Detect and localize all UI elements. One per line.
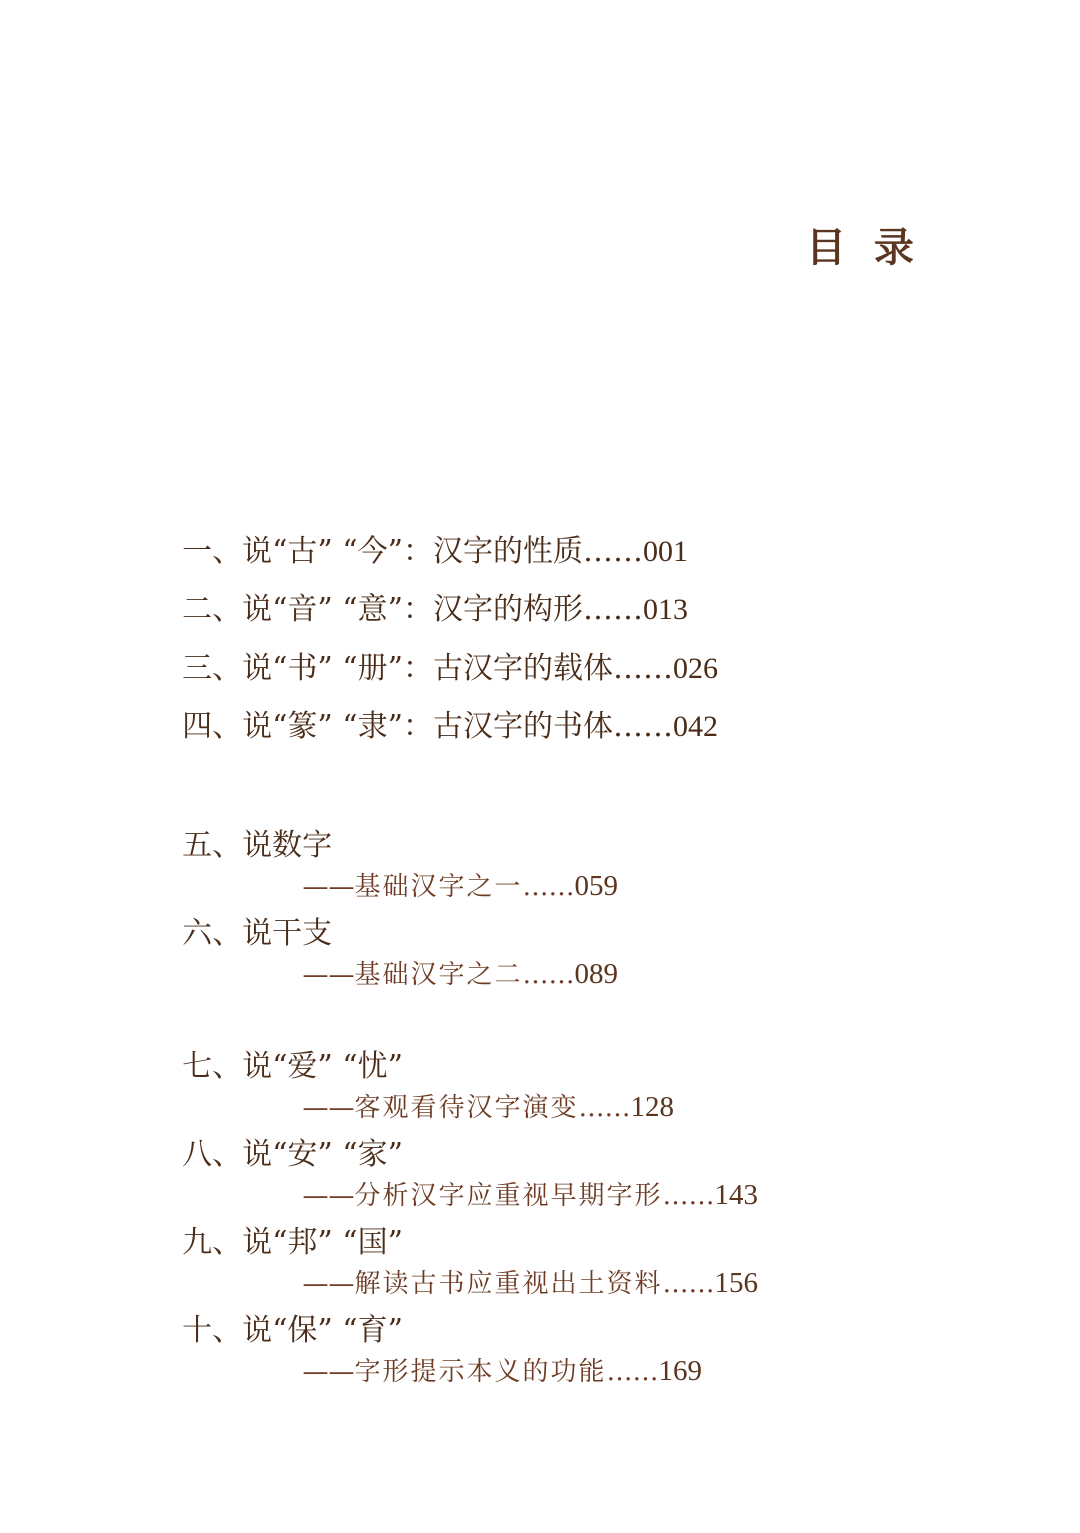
toc-subentry-6[interactable] bbox=[282, 920, 619, 990]
toc-dash: —— bbox=[302, 960, 355, 990]
toc-heading: 六、说干支 bbox=[182, 916, 333, 951]
toc-subentry-9[interactable] bbox=[282, 1229, 759, 1299]
toc-entry-8[interactable] bbox=[163, 1095, 403, 1172]
page-title: 目 录 bbox=[806, 224, 914, 271]
toc-heading: 一、说“古” “今”：汉字的性质 bbox=[182, 534, 583, 569]
toc-leader-dots: …… bbox=[662, 1181, 715, 1211]
toc-heading: 七、说“爱” “忧” bbox=[182, 1049, 403, 1084]
toc-subtitle: 分析汉字应重视早期字形 bbox=[354, 1181, 663, 1211]
toc-subentry-5[interactable] bbox=[282, 832, 619, 902]
toc-leader-dots: …… bbox=[522, 872, 575, 902]
toc-subentry-7[interactable] bbox=[282, 1053, 675, 1123]
toc-heading: 四、说“篆” “隶”：古汉字的书体 bbox=[182, 709, 613, 744]
toc-heading: 二、说“音” “意”：汉字的构形 bbox=[182, 592, 583, 627]
toc-subtitle: 解读古书应重视出土资料 bbox=[354, 1269, 663, 1299]
toc-dash: —— bbox=[302, 1269, 355, 1299]
toc-page-number: 026 bbox=[672, 652, 718, 685]
toc-page-number: 042 bbox=[672, 710, 718, 743]
toc-subtitle: 字形提示本义的功能 bbox=[354, 1357, 607, 1387]
toc-leader-dots: …… bbox=[582, 592, 643, 627]
toc-entry-9[interactable] bbox=[163, 1183, 403, 1260]
toc-entry-1[interactable] bbox=[163, 492, 688, 569]
toc-leader-dots: …… bbox=[662, 1269, 715, 1299]
toc-leader-dots: …… bbox=[612, 651, 673, 686]
toc-subentry-10[interactable] bbox=[282, 1317, 703, 1387]
toc-page-number: 013 bbox=[642, 593, 688, 626]
toc-entry-10[interactable] bbox=[163, 1271, 403, 1348]
toc-entry-7[interactable] bbox=[163, 1007, 403, 1084]
toc-page-number: 089 bbox=[574, 958, 619, 990]
toc-heading: 十、说“保” “育” bbox=[182, 1313, 403, 1348]
toc-heading: 五、说数字 bbox=[182, 828, 333, 863]
toc-entry-6[interactable] bbox=[163, 874, 333, 951]
toc-subentry-8[interactable] bbox=[282, 1141, 759, 1211]
toc-heading: 八、说“安” “家” bbox=[182, 1137, 403, 1172]
toc-leader-dots: …… bbox=[578, 1093, 631, 1123]
toc-page-number: 143 bbox=[714, 1179, 759, 1211]
toc-dash: —— bbox=[302, 872, 355, 902]
toc-leader-dots: …… bbox=[522, 960, 575, 990]
toc-page-number: 128 bbox=[630, 1091, 675, 1123]
toc-page-number: 059 bbox=[574, 870, 619, 902]
toc-dash: —— bbox=[302, 1181, 355, 1211]
toc-page-number: 001 bbox=[642, 535, 688, 568]
toc-leader-dots: …… bbox=[606, 1357, 659, 1387]
toc-entry-4[interactable] bbox=[163, 667, 718, 744]
toc-dash: —— bbox=[302, 1093, 355, 1123]
toc-heading: 三、说“书” “册”：古汉字的载体 bbox=[182, 651, 613, 686]
toc-leader-dots: …… bbox=[582, 534, 643, 569]
toc-entry-2[interactable] bbox=[163, 550, 688, 627]
toc-entry-3[interactable] bbox=[163, 609, 718, 686]
toc-subtitle: 基础汉字之二 bbox=[354, 960, 523, 990]
toc-page-number: 156 bbox=[714, 1267, 759, 1299]
toc-entry-5[interactable] bbox=[163, 786, 333, 863]
toc-subtitle: 客观看待汉字演变 bbox=[354, 1093, 579, 1123]
toc-page-number: 169 bbox=[658, 1355, 703, 1387]
toc-leader-dots: …… bbox=[612, 709, 673, 744]
toc-heading: 九、说“邦” “国” bbox=[182, 1225, 403, 1260]
toc-dash: —— bbox=[302, 1357, 355, 1387]
toc-subtitle: 基础汉字之一 bbox=[354, 872, 523, 902]
